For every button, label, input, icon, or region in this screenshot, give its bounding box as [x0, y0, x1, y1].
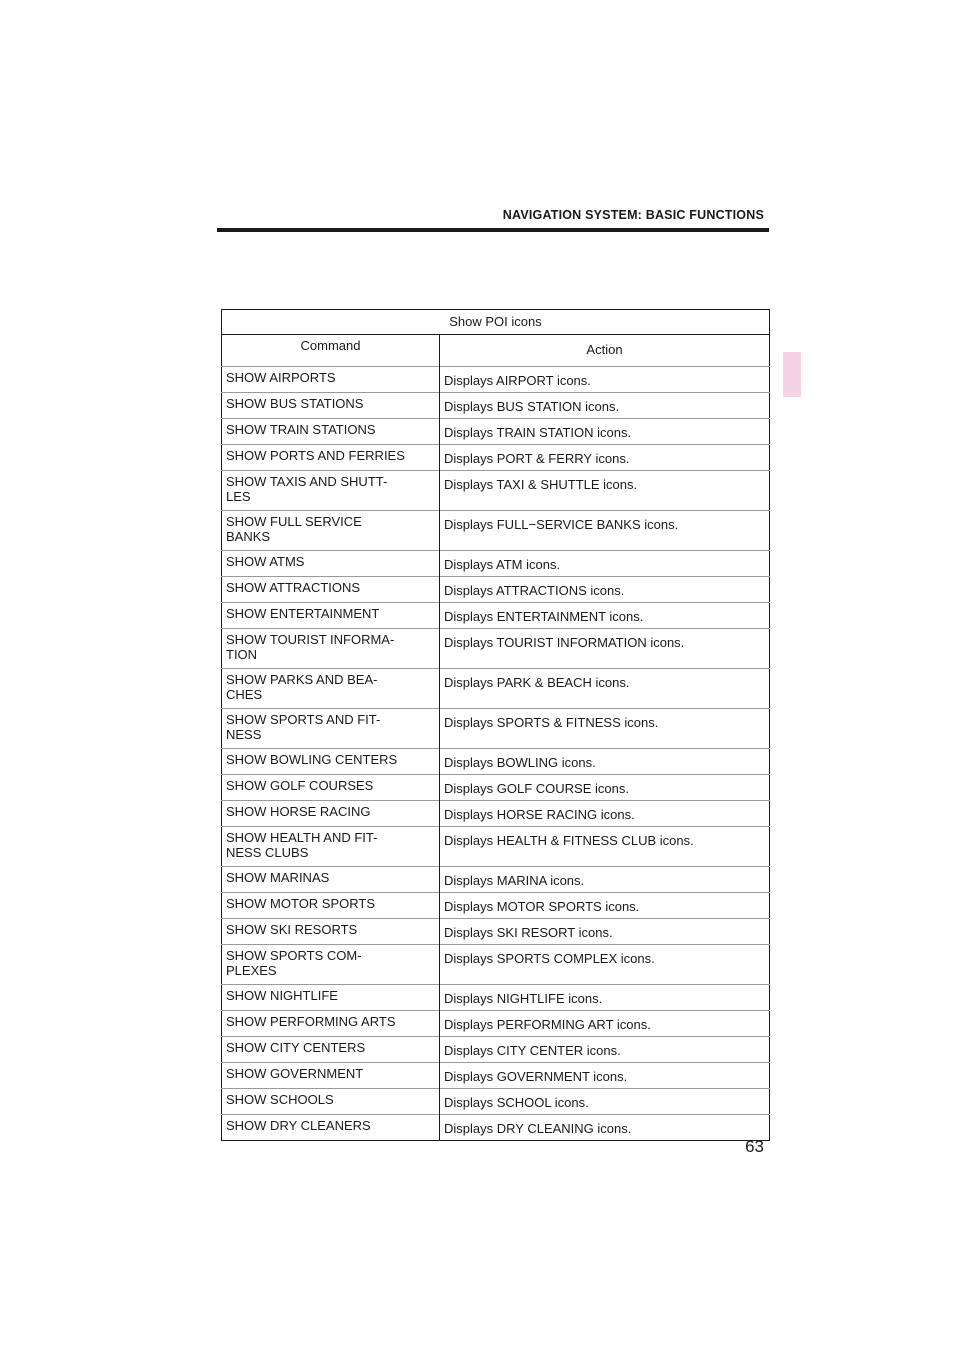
table-row — [222, 709, 770, 749]
command-text: SHOW ATMS — [226, 554, 305, 569]
command-text: SHOW BUS STATIONS — [226, 396, 364, 411]
header-rule — [217, 228, 769, 232]
command-cell — [222, 393, 440, 419]
command-text: SHOW SPORTS AND FIT- NESS — [226, 712, 381, 742]
command-text: SHOW HEALTH AND FIT- NESS CLUBS — [226, 830, 378, 860]
running-head: NAVIGATION SYSTEM: BASIC FUNCTIONS — [502, 208, 764, 222]
table-row — [222, 749, 770, 775]
command-text: SHOW DRY CLEANERS — [226, 1118, 371, 1133]
column-header-command: Command — [222, 335, 440, 367]
table-row — [222, 419, 770, 445]
command-cell — [222, 1011, 440, 1037]
command-cell — [222, 629, 440, 669]
command-cell — [222, 471, 440, 511]
command-text: SHOW ATTRACTIONS — [226, 580, 361, 595]
command-cell — [222, 511, 440, 551]
table-row — [222, 551, 770, 577]
table-row — [222, 1063, 770, 1089]
command-text: SHOW PORTS AND FERRIES — [226, 448, 405, 463]
command-cell — [222, 945, 440, 985]
command-cell — [222, 867, 440, 893]
action-cell: Displays AIRPORT icons. — [440, 367, 770, 393]
command-text: SHOW SCHOOLS — [226, 1092, 334, 1107]
action-cell: Displays TRAIN STATION icons. — [440, 419, 770, 445]
action-cell: Displays ATTRACTIONS icons. — [440, 577, 770, 603]
command-text: SHOW TOURIST INFORMA- TION — [226, 632, 395, 662]
table-row — [222, 985, 770, 1011]
action-cell: Displays PERFORMING ART icons. — [440, 1011, 770, 1037]
command-cell — [222, 603, 440, 629]
command-cell — [222, 801, 440, 827]
action-cell: Displays GOLF COURSE icons. — [440, 775, 770, 801]
table-row — [222, 1115, 770, 1141]
table-row — [222, 445, 770, 471]
table-row — [222, 945, 770, 985]
table-row — [222, 669, 770, 709]
table-row — [222, 893, 770, 919]
command-cell — [222, 919, 440, 945]
command-text: SHOW ENTERTAINMENT — [226, 606, 380, 621]
command-cell — [222, 1037, 440, 1063]
table-row — [222, 801, 770, 827]
command-text: SHOW NIGHTLIFE — [226, 988, 338, 1003]
table-row — [222, 577, 770, 603]
action-cell: Displays BUS STATION icons. — [440, 393, 770, 419]
table-row — [222, 603, 770, 629]
command-text: SHOW TRAIN STATIONS — [226, 422, 376, 437]
action-cell: Displays TOURIST INFORMATION icons. — [440, 629, 770, 669]
command-text: SHOW PERFORMING ARTS — [226, 1014, 396, 1029]
command-cell — [222, 827, 440, 867]
table-row — [222, 775, 770, 801]
command-text: SHOW GOVERNMENT — [226, 1066, 364, 1081]
action-cell: Displays MOTOR SPORTS icons. — [440, 893, 770, 919]
action-cell: Displays ENTERTAINMENT icons. — [440, 603, 770, 629]
command-text: SHOW SKI RESORTS — [226, 922, 358, 937]
command-text: SHOW MARINAS — [226, 870, 330, 885]
command-cell — [222, 1063, 440, 1089]
command-cell — [222, 669, 440, 709]
action-cell: Displays HORSE RACING icons. — [440, 801, 770, 827]
action-cell: Displays DRY CLEANING icons. — [440, 1115, 770, 1141]
page-number: 63 — [745, 1137, 764, 1156]
table-row — [222, 827, 770, 867]
action-cell: Displays MARINA icons. — [440, 867, 770, 893]
action-cell: Displays NIGHTLIFE icons. — [440, 985, 770, 1011]
command-text: SHOW TAXIS AND SHUTT- LES — [226, 474, 388, 504]
command-text: SHOW CITY CENTERS — [226, 1040, 366, 1055]
table-row — [222, 867, 770, 893]
action-cell: Displays PARK & BEACH icons. — [440, 669, 770, 709]
table-row — [222, 1011, 770, 1037]
table-row — [222, 393, 770, 419]
action-cell: Displays SPORTS COMPLEX icons. — [440, 945, 770, 985]
command-cell — [222, 749, 440, 775]
command-cell — [222, 1089, 440, 1115]
action-cell: Displays CITY CENTER icons. — [440, 1037, 770, 1063]
command-text: SHOW GOLF COURSES — [226, 778, 374, 793]
action-cell: Displays BOWLING icons. — [440, 749, 770, 775]
command-cell — [222, 551, 440, 577]
action-cell: Displays HEALTH & FITNESS CLUB icons. — [440, 827, 770, 867]
command-text: SHOW FULL SERVICE BANKS — [226, 514, 362, 544]
action-cell: Displays FULL−SERVICE BANKS icons. — [440, 511, 770, 551]
table-row — [222, 1037, 770, 1063]
table-row — [222, 919, 770, 945]
command-cell — [222, 893, 440, 919]
column-header-row — [222, 335, 770, 367]
command-text: SHOW BOWLING CENTERS — [226, 752, 398, 767]
action-cell: Displays ATM icons. — [440, 551, 770, 577]
column-header-action: Action — [440, 335, 770, 367]
command-cell — [222, 775, 440, 801]
action-cell: Displays SCHOOL icons. — [440, 1089, 770, 1115]
command-text: SHOW HORSE RACING — [226, 804, 371, 819]
command-text: SHOW MOTOR SPORTS — [226, 896, 376, 911]
table-row — [222, 1089, 770, 1115]
action-cell: Displays GOVERNMENT icons. — [440, 1063, 770, 1089]
command-cell — [222, 419, 440, 445]
command-text: SHOW PARKS AND BEA- CHES — [226, 672, 378, 702]
command-text: SHOW SPORTS COM- PLEXES — [226, 948, 362, 978]
command-text: SHOW AIRPORTS — [226, 370, 336, 385]
action-cell: Displays TAXI & SHUTTLE icons. — [440, 471, 770, 511]
table-row — [222, 629, 770, 669]
section-tab — [783, 352, 801, 397]
action-cell: Displays SPORTS & FITNESS icons. — [440, 709, 770, 749]
action-cell: Displays PORT & FERRY icons. — [440, 445, 770, 471]
table-row — [222, 471, 770, 511]
command-cell — [222, 985, 440, 1011]
command-cell — [222, 577, 440, 603]
table-row — [222, 511, 770, 551]
action-cell: Displays SKI RESORT icons. — [440, 919, 770, 945]
table-body — [222, 367, 770, 1141]
command-cell — [222, 367, 440, 393]
table-title-row — [222, 310, 770, 335]
command-cell — [222, 1115, 440, 1141]
poi-command-table — [221, 309, 770, 1141]
table-row — [222, 367, 770, 393]
command-cell — [222, 445, 440, 471]
table-title: Show POI icons — [222, 310, 770, 335]
command-cell — [222, 709, 440, 749]
